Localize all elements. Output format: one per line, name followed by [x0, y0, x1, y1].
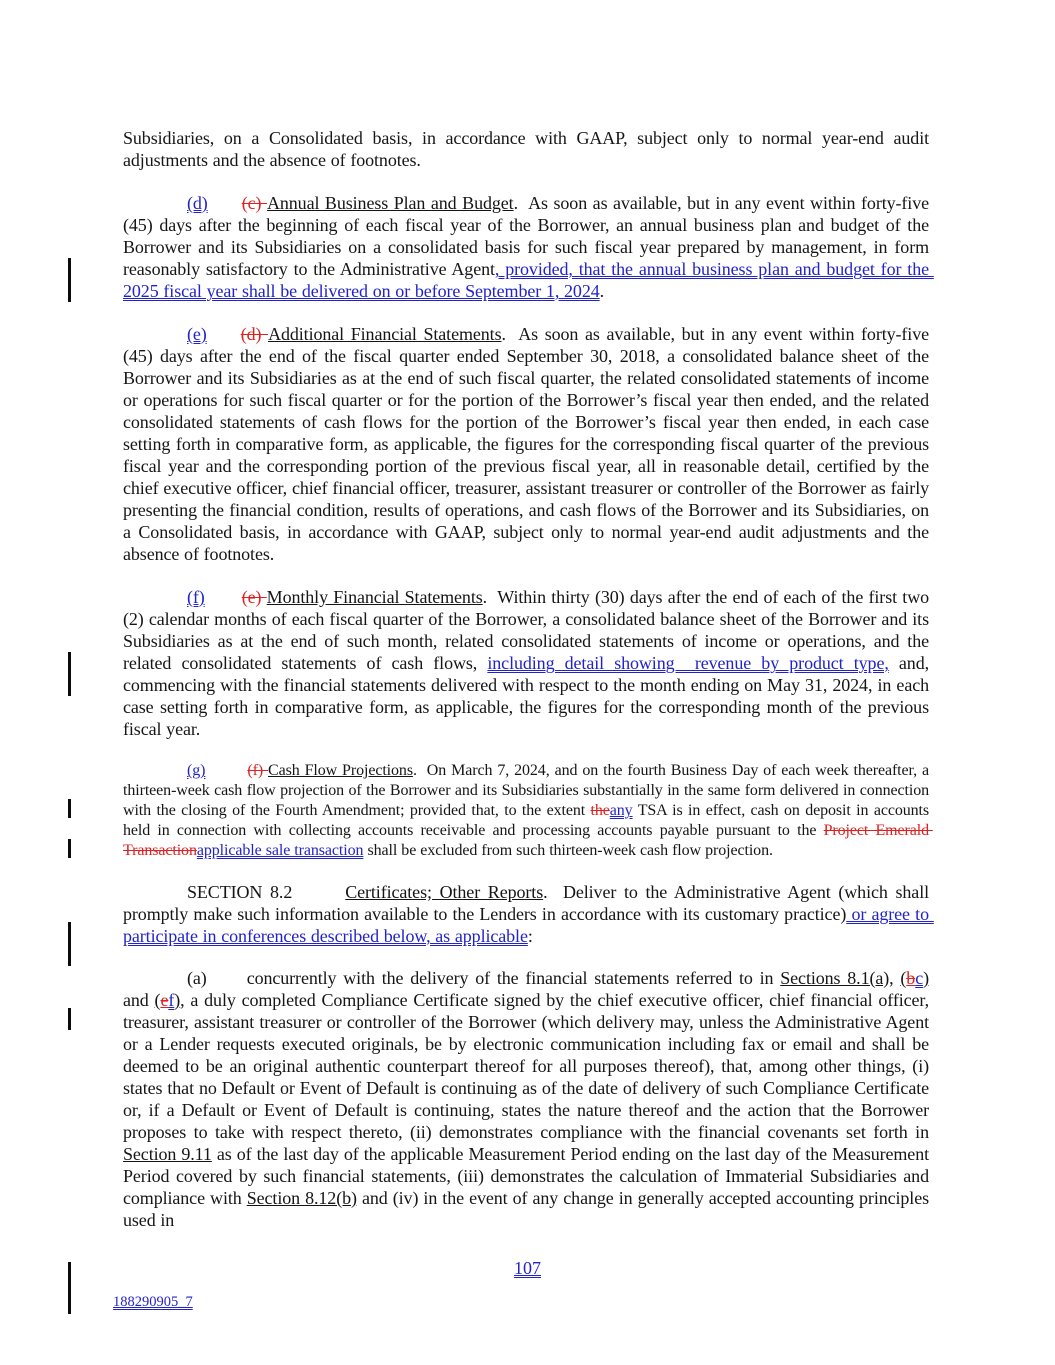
document-body: [123, 127, 934, 1231]
text-run-u: Sections 8.1(a),: [780, 968, 894, 988]
tab-space: [292, 897, 345, 898]
text-run-ins: (f): [187, 587, 205, 607]
paragraph-8-1-e-additional-financial-statements: [123, 323, 934, 565]
text-run-del: (e): [241, 587, 267, 607]
text-run-n: . On March 7, 2024, and on the fourth Business Day of each week thereafter, a thirteen-week cash flow projection of the Borrower and its Subsidiaries substantially in the same form delivered in connection with the closing of the Fourth Amendment; provided that, to the extent: [123, 762, 934, 819]
page-number: 107: [514, 1258, 541, 1278]
text-run-u: Certificates; Other Reports: [345, 882, 544, 902]
text-run-n: as of the last day of the applicable Measurement Period ending on the last day of the Measurement Period covered by such financial statements, (iii) demonstrates the calculation of Immaterial Subsidiaries and compliance with: [123, 1144, 934, 1208]
change-bar: [68, 839, 71, 858]
text-run-n: SECTION 8.2: [187, 882, 293, 902]
text-run-ins: c: [915, 968, 924, 988]
text-run-u: (: [154, 990, 161, 1010]
change-bar: [68, 799, 71, 818]
text-run-ins: (e): [187, 324, 207, 344]
text-run-n: Subsidiaries, on a Consolidated basis, in accordance with GAAP, subject only to normal year-end audit adjustments and the absence of footnotes.: [123, 128, 934, 170]
paragraph-section-8-2-certificates-other-reports: [123, 881, 934, 947]
text-run-n: and: [123, 968, 934, 1010]
paragraph-8-1-g-cash-flow-projections: [123, 761, 934, 861]
paragraph-8-1-d-annual-business-plan: [123, 192, 934, 302]
text-run-n: and, commencing with the financial statements delivered with respect to the month ending on May 31, 2024, in each case setting forth in comparative form, as applicable, the figures for the corresponding month of the previous fiscal year.: [123, 653, 934, 739]
text-run-u: (: [900, 968, 907, 988]
text-run-ins: applicable sale transaction: [196, 842, 364, 859]
text-run-ins: (d): [187, 193, 208, 213]
paragraph-8-1-c-continuation: [123, 127, 934, 171]
text-run-n: :: [527, 926, 533, 946]
text-run-del: the: [590, 802, 610, 819]
text-run-n: TSA is in effect, cash on deposit in accounts held in connection with collecting accounts receivable and processing accounts payable pursuant to the: [123, 802, 934, 839]
text-run-u: Section 8.12(b): [246, 1188, 357, 1208]
text-run-u: Monthly Financial Statements: [266, 587, 483, 607]
change-bar: [68, 922, 71, 966]
paragraph-8-1-f-monthly-financial-statements: [123, 586, 934, 740]
text-run-n: . As soon as available, but in any event within forty-five (45) days after the beginning of each fiscal year of the Borrower, an annual business plan and budget of the Borrower and its Subsidiaries on a consolidated basis for such fiscal year prepared by management, in form reasonably satisfactory to the Administrative Agent: [123, 193, 934, 279]
text-run-u: Cash Flow Projections: [268, 762, 413, 779]
text-run-del: (f): [247, 762, 269, 779]
text-run-n: shall be excluded from such thirteen-week cash flow projection.: [363, 842, 773, 859]
text-run-n: concurrently with the delivery of the financial statements referred to in: [246, 968, 781, 988]
text-run-ins: including detail showing revenue by product type,: [487, 653, 889, 673]
doc-id-footer: 188290905_7: [113, 1294, 193, 1310]
text-run-n: (a): [187, 968, 207, 988]
text-run-del: (d): [240, 324, 269, 344]
text-run-delu: b: [906, 968, 916, 988]
text-run-ins: (g): [187, 762, 206, 779]
text-run-n: and (iv) in the event of any change in generally accepted accounting principles used in: [123, 1188, 934, 1230]
text-run-ins: or agree to participate in conferences described below, as applicable: [123, 904, 934, 946]
change-bar: [68, 1008, 71, 1030]
text-run-del: (c): [241, 193, 267, 213]
tab-space: [207, 983, 247, 984]
text-run-n: . As soon as available, but in any event within forty-five (45) days after the end of the fiscal quarter ended September 30, 2018, a consolidated balance sheet of the Borrower and its Subsidiaries as at the end of such fiscal quarter, the related consolidated statements of income or operations for such fiscal quarter or for the portion of the Borrower’s fiscal year then ended, and the related consolidated statements of cash flows for the portion of the Borrower’s fiscal year then ended, in each case setting forth in comparative form, as applicable, the figures for the corresponding fiscal quarter of the previous fiscal year and the corresponding portion of the previous fiscal year, all in reasonable detail, certified by the chief executive officer, chief financial officer, treasurer, assistant treasurer or controller of the Borrower as fairly presenting the financial condition, results of operations, and cash flows of the Borrower and its Subsidiaries, on a Consolidated basis, in accordance with GAAP, subject only to normal year-end audit adjustments and the absence of footnotes.: [123, 324, 934, 564]
text-run-n: , a duly completed Compliance Certificate signed by the chief executive officer, chief financial officer, treasurer, assistant treasurer or controller of the Borrower (which delivery may, unless the Administrative Agent or a Lender requests executed originals, be by electronic communication including fax or email and shall be deemed to be an original authentic counterpart thereof for all purposes thereof), that, among other things, (i) states that no Default or Event of Default is continuing as of the date of delivery of such Compliance Certificate or, if a Default or Event of Default is continuing, states the nature thereof and the action that the Borrower proposes to take with respect thereto, (ii) demonstrates compliance with the financial covenants set forth in: [123, 990, 934, 1142]
tab-space: [205, 602, 242, 603]
text-run-u: Annual Business Plan and Budget: [266, 193, 514, 213]
text-run-u: ): [923, 968, 929, 988]
text-run-n: . Within thirty (30) days after the end of each of the first two (2) calendar months of each fiscal quarter of the Borrower, a consolidated balance sheet of the Borrower and its Subsidiaries as at the end of such month, related consolidated statements of income or operations, and the related consolidated statements of cash flows,: [123, 587, 934, 673]
tab-space: [207, 339, 241, 340]
text-run-n: .: [599, 281, 605, 301]
paragraph-8-2-a-compliance-certificate: [123, 967, 934, 1231]
change-bar: [68, 258, 71, 302]
text-run-ins: any: [609, 802, 633, 819]
change-bar: [68, 652, 71, 696]
text-run-ins: f: [168, 990, 175, 1010]
text-run-u: ): [174, 990, 181, 1010]
text-run-del: Project Emerald Transaction: [123, 822, 933, 859]
text-run-ins: , provided, that the annual business plan and budget for the 2025 fiscal year shall be delivered on or before September 1, 2024: [123, 259, 934, 301]
text-run-u: Additional Financial Statements: [268, 324, 502, 344]
text-run-u: Section 9.11: [123, 1144, 212, 1164]
tab-space: [205, 774, 247, 775]
text-run-n: . Deliver to the Administrative Agent (which shall promptly make such information available to the Lenders in accordance with its customary practice): [123, 882, 934, 924]
tab-space: [208, 208, 242, 209]
text-run-delu: e: [160, 990, 169, 1010]
